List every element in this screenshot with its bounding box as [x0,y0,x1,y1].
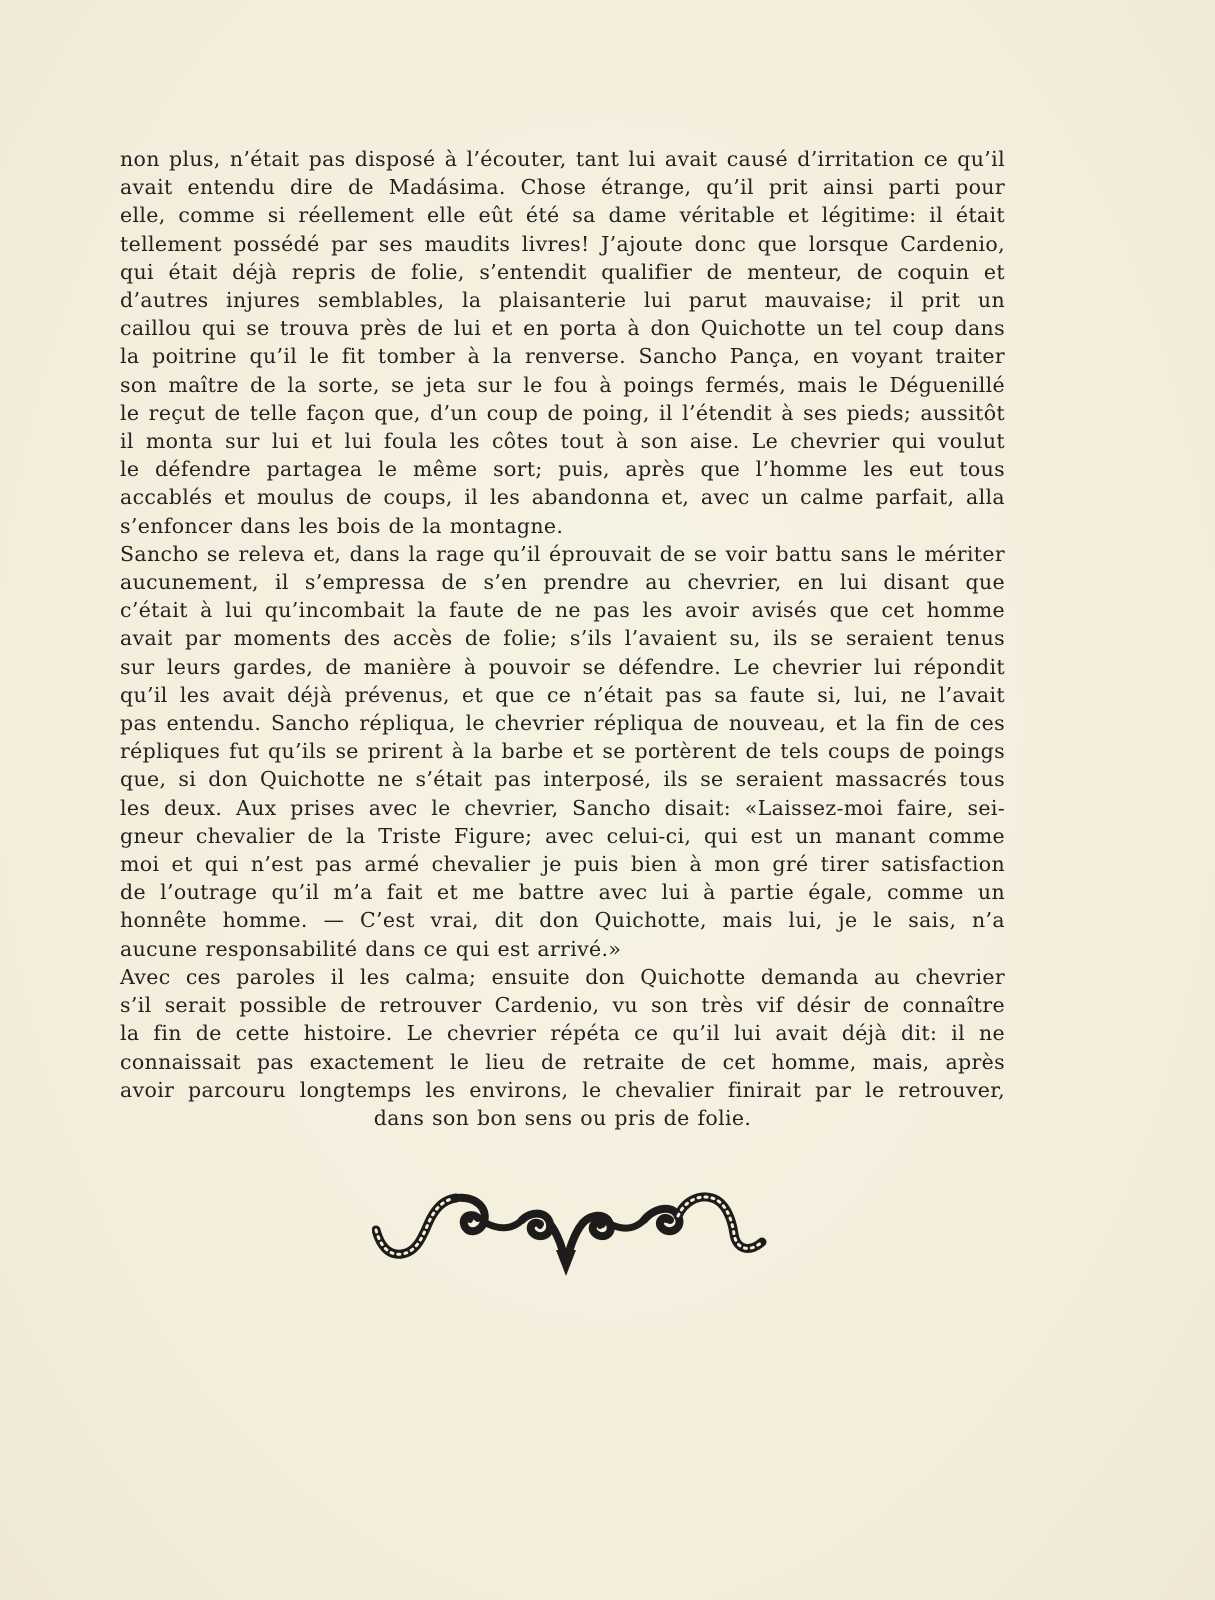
text-line: aucune responsabilité dans ce qui est arrivé.» [120,936,622,961]
text-line: la fin de cette histoire. Le chevrier répéta ce qu’il lui avait déjà dit: il ne [120,1021,1005,1046]
text-line: répliques fut qu’ils se prirent à la barbe et se portèrent de tels coups de poings [120,739,1005,764]
text-line: Avec ces paroles il les calma; ensuite don Quichotte demanda au chevrier [120,964,1005,989]
body-text [120,145,1005,1132]
text-line: dans son bon sens ou pris de folie. [373,1105,752,1130]
text-line: non plus, n’était pas disposé à l’écouter, tant lui avait causé d’irritation ce qu’il [120,147,1005,171]
text-line: avoir parcouru longtemps les environs, le chevalier finirait par le retrouver, [120,1077,1005,1102]
text-line: qui était déjà repris de folie, s’entendit qualifier de menteur, de coquin et [120,259,1005,284]
paragraph [120,963,1005,1132]
text-line: le défendre partagea le même sort; puis, après que l’homme les eut tous [120,457,1005,482]
text-line: il monta sur lui et lui foula les côtes tout à son aise. Le chevrier qui voulut [120,429,1005,454]
paragraph [120,145,1005,540]
text-line: Sancho se releva et, dans la rage qu’il éprouvait de se voir battu sans le mériter [120,541,1005,566]
text-line: avait par moments des accès de folie; s’ils l’avaient su, ils se seraient tenus [120,626,1005,651]
text-line: accablés et moulus de coups, il les abandonna et, avec un calme parfait, alla [120,485,1005,510]
text-line: son maître de la sorte, se jeta sur le fou à poings fermés, mais le Déguenillé [120,372,1005,397]
text-line: sur leurs gardes, de manière à pouvoir se défendre. Le chevrier lui répondit [120,654,1005,679]
text-line: la poitrine qu’il le fit tomber à la renverse. Sancho Pança, en voyant traiter [120,344,1005,369]
text-line: avait entendu dire de Madásima. Chose étrange, qu’il prit ainsi parti pour [120,175,1005,200]
text-line: caillou qui se trouva près de lui et en porta à don Quichotte un tel coup dans [120,316,1005,341]
text-line: gneur chevalier de la Triste Figure; avec celui-ci, qui est un manant comme [120,823,1005,848]
text-line: elle, comme si réellement elle eût été sa dame véritable et légitime: il était [120,203,1005,228]
text-line: s’enfoncer dans les bois de la montagne. [120,513,564,538]
text-line: c’était à lui qu’incombait la faute de ne pas les avoir avisés que cet homme [120,598,1005,623]
text-line: aucunement, il s’empressa de s’en prendre au chevrier, en lui disant que [120,570,1005,595]
text-line: pas entendu. Sancho répliqua, le chevrier répliqua de nouveau, et la fin de ces [120,711,1005,736]
text-line: d’autres injures semblables, la plaisanterie lui parut mauvaise; il prit un [120,288,1005,313]
text-line: qu’il les avait déjà prévenus, et que ce n’était pas sa faute si, lui, ne l’avait [120,682,1005,707]
text-line: que, si don Quichotte ne s’était pas interposé, ils se seraient massacrés tous [120,767,1005,792]
paragraph [120,540,1005,963]
text-line: s’il serait possible de retrouver Cardenio, vu son très vif désir de connaître [120,993,1005,1018]
text-line: tellement possédé par ses maudits livres! J’ajoute donc que lorsque Cardenio, [120,231,1005,256]
text-line: moi et qui n’est pas armé chevalier je puis bien à mon gré tirer satisfaction [120,852,1005,877]
text-line: connaissait pas exactement le lieu de retraite de cet homme, mais, après [120,1049,1005,1074]
text-line: de l’outrage qu’il m’a fait et me battre avec lui à partie égale, comme un [120,880,1005,905]
text-line: les deux. Aux prises avec le chevrier, Sancho disait: «Laissez-moi faire, sei- [120,795,1005,820]
scroll-ornament-icon [372,1190,767,1285]
text-line: honnête homme. — C’est vrai, dit don Quichotte, mais lui, je le sais, n’a [120,908,1005,933]
text-line: le reçut de telle façon que, d’un coup de poing, il l’étendit à ses pieds; aussitôt [120,400,1005,425]
